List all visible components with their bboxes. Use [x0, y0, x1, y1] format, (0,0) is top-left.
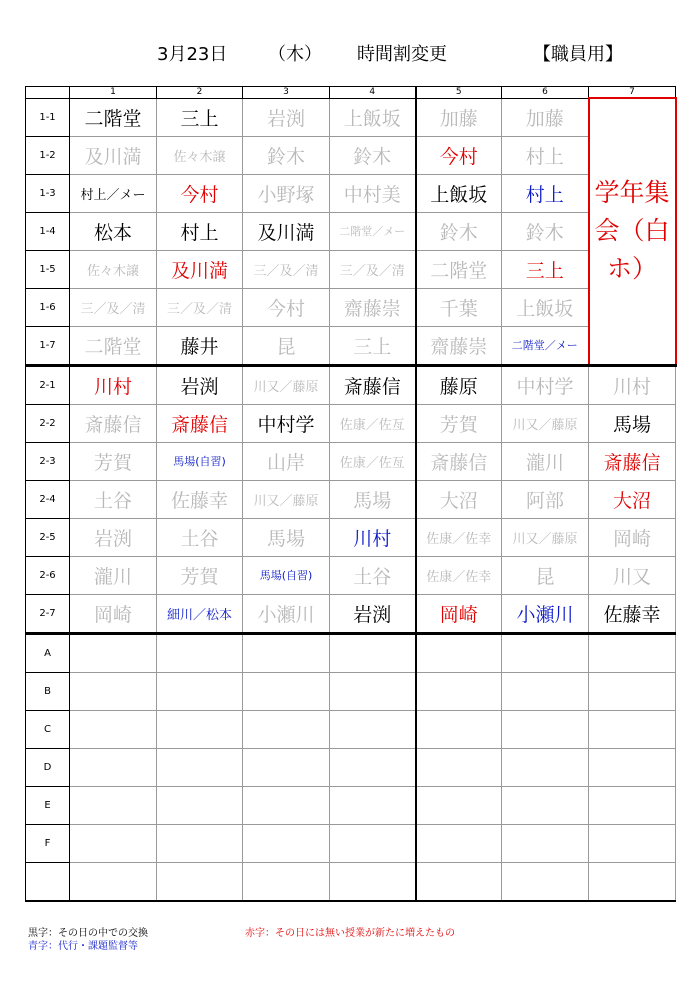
- schedule-cell: 昆: [243, 326, 330, 365]
- table-row: [26, 288, 676, 326]
- schedule-cell: 馬場(自習): [157, 442, 243, 480]
- empty-cell: [243, 672, 330, 710]
- schedule-cell: 佐々木譲: [70, 250, 157, 288]
- schedule-cell: 三／及／清: [330, 250, 416, 288]
- empty-cell: [243, 862, 330, 901]
- empty-cell: [502, 824, 589, 862]
- table-row: [26, 862, 676, 901]
- class-label: 2-5: [26, 518, 70, 556]
- empty-cell: [330, 786, 416, 824]
- schedule-cell: 川又: [589, 556, 676, 594]
- schedule-cell: 佐康／佐幸: [416, 518, 502, 556]
- schedule-cell: 佐藤幸: [589, 594, 676, 633]
- schedule-cell: 中村美: [330, 174, 416, 212]
- empty-cell: [243, 710, 330, 748]
- empty-cell: [416, 672, 502, 710]
- schedule-cell: 上飯坂: [416, 174, 502, 212]
- table-row: [26, 250, 676, 288]
- table-row: [26, 786, 676, 824]
- schedule-cell: 佐々木譲: [157, 136, 243, 174]
- legend-black: 黒字：その日の中での交換: [28, 928, 148, 939]
- schedule-cell: 佐藤幸: [157, 480, 243, 518]
- schedule-cell: 及川満: [70, 136, 157, 174]
- empty-cell: [502, 786, 589, 824]
- corner-cell: [26, 87, 70, 99]
- schedule-cell: 上飯坂: [502, 288, 589, 326]
- empty-cell: [157, 786, 243, 824]
- schedule-cell: 馬場: [589, 404, 676, 442]
- schedule-cell: 土谷: [157, 518, 243, 556]
- empty-cell: [589, 748, 676, 786]
- schedule-cell: 三上: [157, 98, 243, 136]
- empty-cell: [243, 824, 330, 862]
- empty-cell: [416, 710, 502, 748]
- empty-cell: [330, 862, 416, 901]
- extra-row-label: F: [26, 824, 70, 862]
- schedule-cell: 佐康／佐亙: [330, 404, 416, 442]
- schedule-cell: 川又／藤原: [502, 404, 589, 442]
- timetable: [25, 86, 677, 902]
- table-row: [26, 480, 676, 518]
- schedule-cell: 三／及／清: [243, 250, 330, 288]
- schedule-cell: 川又／藤原: [243, 480, 330, 518]
- schedule-cell: 村上: [502, 174, 589, 212]
- schedule-cell: 三上: [502, 250, 589, 288]
- empty-cell: [330, 710, 416, 748]
- table-row: [26, 594, 676, 633]
- extra-row-label: A: [26, 633, 70, 672]
- schedule-cell: 鈴木: [502, 212, 589, 250]
- empty-cell: [157, 672, 243, 710]
- table-row: [26, 518, 676, 556]
- schedule-cell: 小瀬川: [243, 594, 330, 633]
- period-header-5: 5: [416, 87, 502, 99]
- table-row: [26, 672, 676, 710]
- schedule-cell: 土谷: [330, 556, 416, 594]
- event-cell: 学年集会（白ホ）: [589, 98, 676, 365]
- schedule-cell: 二階堂: [70, 326, 157, 365]
- schedule-cell: 二階堂: [70, 98, 157, 136]
- schedule-cell: 馬場(自習): [243, 556, 330, 594]
- schedule-cell: 芳賀: [70, 442, 157, 480]
- period-header-3: 3: [243, 87, 330, 99]
- schedule-cell: 川村: [589, 365, 676, 404]
- table-row: [26, 326, 676, 365]
- schedule-cell: 岡崎: [589, 518, 676, 556]
- empty-cell: [157, 710, 243, 748]
- empty-cell: [243, 633, 330, 672]
- empty-cell: [416, 786, 502, 824]
- class-label: 2-7: [26, 594, 70, 633]
- class-label: 1-4: [26, 212, 70, 250]
- schedule-cell: 瀧川: [502, 442, 589, 480]
- empty-cell: [589, 786, 676, 824]
- schedule-cell: 村上: [157, 212, 243, 250]
- schedule-cell: 齋藤崇: [416, 326, 502, 365]
- table-row: [26, 824, 676, 862]
- schedule-cell: 鈴木: [330, 136, 416, 174]
- class-label: 2-2: [26, 404, 70, 442]
- date-label: 3月23日: [157, 44, 228, 65]
- schedule-cell: 川又／藤原: [243, 365, 330, 404]
- schedule-cell: 千葉: [416, 288, 502, 326]
- empty-cell: [70, 710, 157, 748]
- table-row: [26, 633, 676, 672]
- schedule-cell: 阿部: [502, 480, 589, 518]
- empty-cell: [416, 862, 502, 901]
- schedule-cell: 岩渕: [243, 98, 330, 136]
- legend-blue: 青字：代行・課題監督等: [28, 941, 138, 952]
- class-label: 2-1: [26, 365, 70, 404]
- schedule-cell: 佐康／佐幸: [416, 556, 502, 594]
- schedule-cell: 馬場: [330, 480, 416, 518]
- empty-cell: [502, 748, 589, 786]
- schedule-cell: 大沼: [416, 480, 502, 518]
- schedule-cell: 今村: [416, 136, 502, 174]
- period-header-4: 4: [330, 87, 416, 99]
- period-header-7: 7: [589, 87, 676, 99]
- empty-cell: [502, 710, 589, 748]
- schedule-cell: 中村学: [502, 365, 589, 404]
- schedule-cell: 大沼: [589, 480, 676, 518]
- period-header-1: 1: [70, 87, 157, 99]
- schedule-cell: 齋藤崇: [330, 288, 416, 326]
- period-header-row: [26, 87, 676, 99]
- schedule-cell: 斎藤信: [416, 442, 502, 480]
- schedule-cell: 川村: [70, 365, 157, 404]
- empty-cell: [502, 633, 589, 672]
- page-header: [0, 40, 700, 70]
- schedule-cell: 岡崎: [416, 594, 502, 633]
- table-row: [26, 212, 676, 250]
- audience-tag: 【職員用】: [533, 44, 623, 65]
- class-label: 2-6: [26, 556, 70, 594]
- empty-cell: [502, 672, 589, 710]
- empty-cell: [243, 748, 330, 786]
- schedule-cell: 斎藤信: [157, 404, 243, 442]
- schedule-cell: 瀧川: [70, 556, 157, 594]
- empty-cell: [589, 862, 676, 901]
- empty-cell: [157, 824, 243, 862]
- empty-cell: [330, 824, 416, 862]
- schedule-cell: 小野塚: [243, 174, 330, 212]
- class-label: 1-5: [26, 250, 70, 288]
- period-header-6: 6: [502, 87, 589, 99]
- table-row: [26, 442, 676, 480]
- schedule-cell: 三上: [330, 326, 416, 365]
- schedule-cell: 佐康／佐亙: [330, 442, 416, 480]
- empty-cell: [416, 824, 502, 862]
- class-label: 1-2: [26, 136, 70, 174]
- empty-cell: [416, 633, 502, 672]
- empty-cell: [157, 748, 243, 786]
- empty-cell: [589, 633, 676, 672]
- period-header-2: 2: [157, 87, 243, 99]
- schedule-cell: 斎藤信: [589, 442, 676, 480]
- table-row: [26, 365, 676, 404]
- schedule-cell: 昆: [502, 556, 589, 594]
- empty-cell: [157, 633, 243, 672]
- extra-row-label: [26, 862, 70, 901]
- schedule-cell: 今村: [243, 288, 330, 326]
- schedule-cell: 中村学: [243, 404, 330, 442]
- empty-cell: [70, 748, 157, 786]
- empty-cell: [589, 710, 676, 748]
- class-label: 1-3: [26, 174, 70, 212]
- schedule-cell: 加藤: [416, 98, 502, 136]
- schedule-cell: 川村: [330, 518, 416, 556]
- class-label: 1-6: [26, 288, 70, 326]
- schedule-cell: 岩渕: [330, 594, 416, 633]
- empty-cell: [243, 786, 330, 824]
- empty-cell: [330, 633, 416, 672]
- table-row: [26, 98, 676, 136]
- empty-cell: [70, 672, 157, 710]
- schedule-cell: 斎藤信: [330, 365, 416, 404]
- schedule-cell: 細川／松本: [157, 594, 243, 633]
- schedule-cell: 土谷: [70, 480, 157, 518]
- extra-row-label: D: [26, 748, 70, 786]
- class-label: 2-4: [26, 480, 70, 518]
- schedule-cell: 藤原: [416, 365, 502, 404]
- schedule-cell: 鈴木: [243, 136, 330, 174]
- empty-cell: [70, 862, 157, 901]
- class-label: 1-7: [26, 326, 70, 365]
- table-row: [26, 174, 676, 212]
- table-row: [26, 710, 676, 748]
- empty-cell: [589, 824, 676, 862]
- day-of-week-label: （木）: [268, 44, 322, 65]
- extra-row-label: C: [26, 710, 70, 748]
- empty-cell: [589, 672, 676, 710]
- schedule-cell: 小瀬川: [502, 594, 589, 633]
- empty-cell: [70, 824, 157, 862]
- schedule-cell: 岡崎: [70, 594, 157, 633]
- schedule-cell: 今村: [157, 174, 243, 212]
- table-row: [26, 556, 676, 594]
- empty-cell: [70, 786, 157, 824]
- schedule-cell: 三／及／清: [70, 288, 157, 326]
- empty-cell: [70, 633, 157, 672]
- legend-red: 赤字：その日には無い授業が新たに増えたもの: [245, 928, 455, 939]
- schedule-cell: 二階堂／メー: [502, 326, 589, 365]
- schedule-cell: 鈴木: [416, 212, 502, 250]
- schedule-cell: 村上／メー: [70, 174, 157, 212]
- empty-cell: [416, 748, 502, 786]
- table-row: [26, 748, 676, 786]
- schedule-cell: 藤井: [157, 326, 243, 365]
- schedule-cell: 三／及／清: [157, 288, 243, 326]
- schedule-cell: 上飯坂: [330, 98, 416, 136]
- class-label: 2-3: [26, 442, 70, 480]
- schedule-cell: 松本: [70, 212, 157, 250]
- schedule-cell: 及川満: [243, 212, 330, 250]
- empty-cell: [330, 748, 416, 786]
- schedule-cell: 馬場: [243, 518, 330, 556]
- schedule-cell: 芳賀: [416, 404, 502, 442]
- schedule-cell: 二階堂: [416, 250, 502, 288]
- table-row: [26, 404, 676, 442]
- schedule-cell: 山岸: [243, 442, 330, 480]
- schedule-cell: 芳賀: [157, 556, 243, 594]
- extra-row-label: E: [26, 786, 70, 824]
- schedule-cell: 岩渕: [157, 365, 243, 404]
- schedule-cell: 加藤: [502, 98, 589, 136]
- page-title: 時間割変更: [357, 44, 447, 65]
- schedule-cell: 川又／藤原: [502, 518, 589, 556]
- schedule-cell: 岩渕: [70, 518, 157, 556]
- schedule-cell: 二階堂／メー: [330, 212, 416, 250]
- empty-cell: [157, 862, 243, 901]
- schedule-cell: 村上: [502, 136, 589, 174]
- schedule-cell: 及川満: [157, 250, 243, 288]
- empty-cell: [502, 862, 589, 901]
- extra-row-label: B: [26, 672, 70, 710]
- table-row: [26, 136, 676, 174]
- empty-cell: [330, 672, 416, 710]
- schedule-cell: 斎藤信: [70, 404, 157, 442]
- class-label: 1-1: [26, 98, 70, 136]
